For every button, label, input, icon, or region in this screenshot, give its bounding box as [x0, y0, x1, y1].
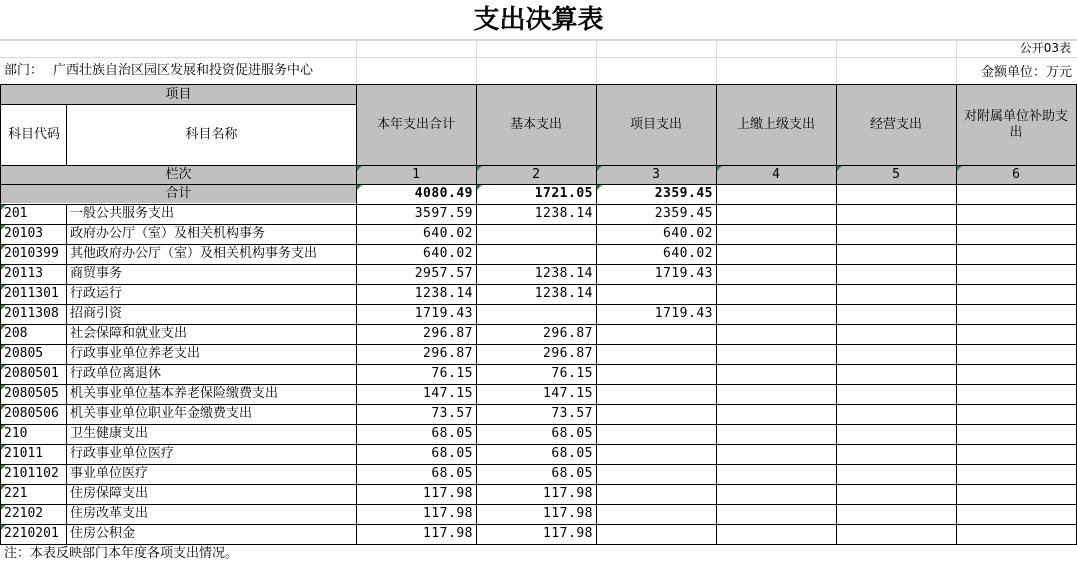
row-subject-name: 卫生健康支出 [70, 426, 149, 441]
sum-project: 2359.45 [654, 186, 713, 201]
row-subject-code: 2210201 [4, 526, 59, 541]
row-basic-amount: 117.98 [543, 486, 593, 501]
table-row [0, 265, 1077, 285]
row-basic-amount: 76.15 [551, 366, 593, 381]
page-title: 支出决算表 [0, 0, 1077, 40]
cell-marker [1, 525, 6, 530]
row-project-amount: 640.02 [663, 226, 713, 241]
row-subject-code: 201 [4, 206, 28, 221]
row-basic-amount: 296.87 [543, 346, 593, 361]
header-item-group: 项目 [165, 87, 192, 102]
cell-marker [1, 425, 6, 430]
row-subject-code: 2080506 [4, 406, 59, 421]
cell-marker [1, 285, 6, 290]
cell-marker [1, 505, 6, 510]
table-row [0, 425, 1077, 445]
table-row [0, 225, 1077, 245]
row-basic-amount: 68.05 [551, 466, 593, 481]
cell-marker [1, 385, 6, 390]
table-row [0, 525, 1077, 545]
table-row [0, 405, 1077, 425]
row-total-amount: 117.98 [423, 506, 473, 521]
row-basic-amount: 68.05 [551, 426, 593, 441]
row-subject-name: 机关事业单位基本养老保险缴费支出 [70, 386, 279, 401]
row-subject-name: 行政事业单位医疗 [70, 446, 175, 461]
row-subject-name: 政府办公厅（室）及相关机构事务 [70, 226, 266, 241]
row-total-amount: 68.05 [431, 466, 473, 481]
cell-marker [1, 405, 6, 410]
amount-unit: 金额单位：万元 [980, 65, 1072, 80]
row-subject-name: 住房保障支出 [70, 486, 149, 501]
cell-marker [1, 485, 6, 490]
row-subject-code: 2011308 [4, 306, 59, 321]
row-basic-amount: 68.05 [551, 446, 593, 461]
row-total-amount: 3597.59 [414, 206, 473, 221]
row-total-amount: 117.98 [423, 526, 473, 541]
header-total: 本年支出合计 [376, 117, 455, 132]
cell-marker [1, 225, 6, 230]
table-row [0, 285, 1077, 305]
row-subject-code: 208 [4, 326, 28, 341]
sum-row-label: 合计 [165, 186, 192, 201]
row-subject-code: 20113 [4, 266, 44, 281]
row-total-amount: 68.05 [431, 426, 473, 441]
row-subject-code: 2010399 [4, 246, 59, 261]
row-subject-code: 21011 [4, 446, 44, 461]
row-project-amount: 2359.45 [654, 206, 713, 221]
row-total-amount: 296.87 [423, 326, 473, 341]
row-total-amount: 76.15 [431, 366, 473, 381]
row-subject-code: 22102 [4, 506, 44, 521]
column-index: 6 [1012, 166, 1020, 182]
row-subject-code: 210 [4, 426, 28, 441]
row-basic-amount: 117.98 [543, 526, 593, 541]
table-row [0, 205, 1077, 225]
cell-marker [1, 345, 6, 350]
row-total-amount: 2957.57 [414, 266, 473, 281]
row-total-amount: 73.57 [431, 406, 473, 421]
row-subject-code: 2080501 [4, 366, 59, 381]
table-code: 公开03表 [1019, 41, 1071, 55]
row-basic-amount: 73.57 [551, 406, 593, 421]
cell-marker [1, 325, 6, 330]
row-subject-name: 住房公积金 [70, 526, 136, 541]
column-index-label: 栏次 [165, 166, 192, 182]
row-basic-amount: 147.15 [543, 386, 593, 401]
row-basic-amount: 1238.14 [534, 286, 593, 301]
row-subject-name: 商贸事务 [70, 266, 123, 281]
column-index: 4 [772, 166, 780, 182]
table-row [0, 325, 1077, 345]
cell-marker [1, 365, 6, 370]
header-project: 项目支出 [629, 117, 682, 132]
row-subject-name: 招商引资 [70, 306, 123, 321]
row-subject-name: 行政单位离退休 [70, 366, 162, 381]
row-basic-amount: 1238.14 [534, 266, 593, 281]
column-index: 5 [892, 166, 900, 182]
row-subject-name: 事业单位医疗 [70, 466, 149, 481]
department-name: 广西壮族自治区园区发展和投资促进服务中心 [53, 63, 314, 78]
row-project-amount: 1719.43 [654, 306, 713, 321]
row-total-amount: 296.87 [423, 346, 473, 361]
header-basic: 基本支出 [509, 117, 562, 132]
row-subject-code: 2101102 [4, 466, 59, 481]
table-row [0, 445, 1077, 465]
cell-marker [1, 205, 6, 210]
row-subject-name: 其他政府办公厅（室）及相关机构事务支出 [70, 246, 318, 261]
row-subject-code: 20805 [4, 346, 44, 361]
cell-marker [1, 305, 6, 310]
header-remit: 上缴上级支出 [736, 117, 815, 132]
header-subject-name: 科目名称 [185, 127, 238, 142]
row-total-amount: 640.02 [423, 226, 473, 241]
row-subject-code: 20103 [4, 226, 44, 241]
header-operating: 经营支出 [869, 117, 922, 132]
footnote: 注：本表反映部门本年度各项支出情况。 [4, 546, 239, 561]
cell-marker [1, 465, 6, 470]
table-row [0, 385, 1077, 405]
table-row [0, 485, 1077, 505]
sum-total: 4080.49 [414, 186, 473, 201]
cell-marker [1, 265, 6, 270]
row-basic-amount: 1238.14 [534, 206, 593, 221]
row-total-amount: 1719.43 [414, 306, 473, 321]
row-subject-name: 行政运行 [70, 286, 123, 301]
row-subject-name: 住房改革支出 [70, 506, 149, 521]
row-total-amount: 147.15 [423, 386, 473, 401]
row-total-amount: 117.98 [423, 486, 473, 501]
table-row [0, 465, 1077, 485]
row-subject-name: 社会保障和就业支出 [70, 326, 188, 341]
header-subject-code: 科目代码 [7, 127, 60, 142]
row-subject-name: 机关事业单位职业年金缴费支出 [70, 406, 253, 421]
row-total-amount: 1238.14 [414, 286, 473, 301]
row-project-amount: 640.02 [663, 246, 713, 261]
column-index: 1 [412, 166, 420, 182]
table-row [0, 345, 1077, 365]
table-row [0, 245, 1077, 265]
table-row [0, 305, 1077, 325]
table-row [0, 365, 1077, 385]
table-row [0, 505, 1077, 525]
column-index: 2 [532, 166, 540, 182]
row-basic-amount: 296.87 [543, 326, 593, 341]
row-subject-code: 2080505 [4, 386, 59, 401]
row-subject-code: 221 [4, 486, 28, 501]
header-subsidy: 对附属单位补助支出 [964, 109, 1069, 140]
row-subject-code: 2011301 [4, 286, 59, 301]
cell-marker [1, 245, 6, 250]
column-index: 3 [652, 166, 660, 182]
cell-marker [1, 445, 6, 450]
department-label: 部门： [4, 63, 44, 78]
sum-basic: 1721.05 [534, 186, 593, 201]
row-basic-amount: 117.98 [543, 506, 593, 521]
row-total-amount: 68.05 [431, 446, 473, 461]
row-subject-name: 一般公共服务支出 [70, 206, 175, 221]
row-project-amount: 1719.43 [654, 266, 713, 281]
row-total-amount: 640.02 [423, 246, 473, 261]
row-subject-name: 行政事业单位养老支出 [70, 346, 201, 361]
